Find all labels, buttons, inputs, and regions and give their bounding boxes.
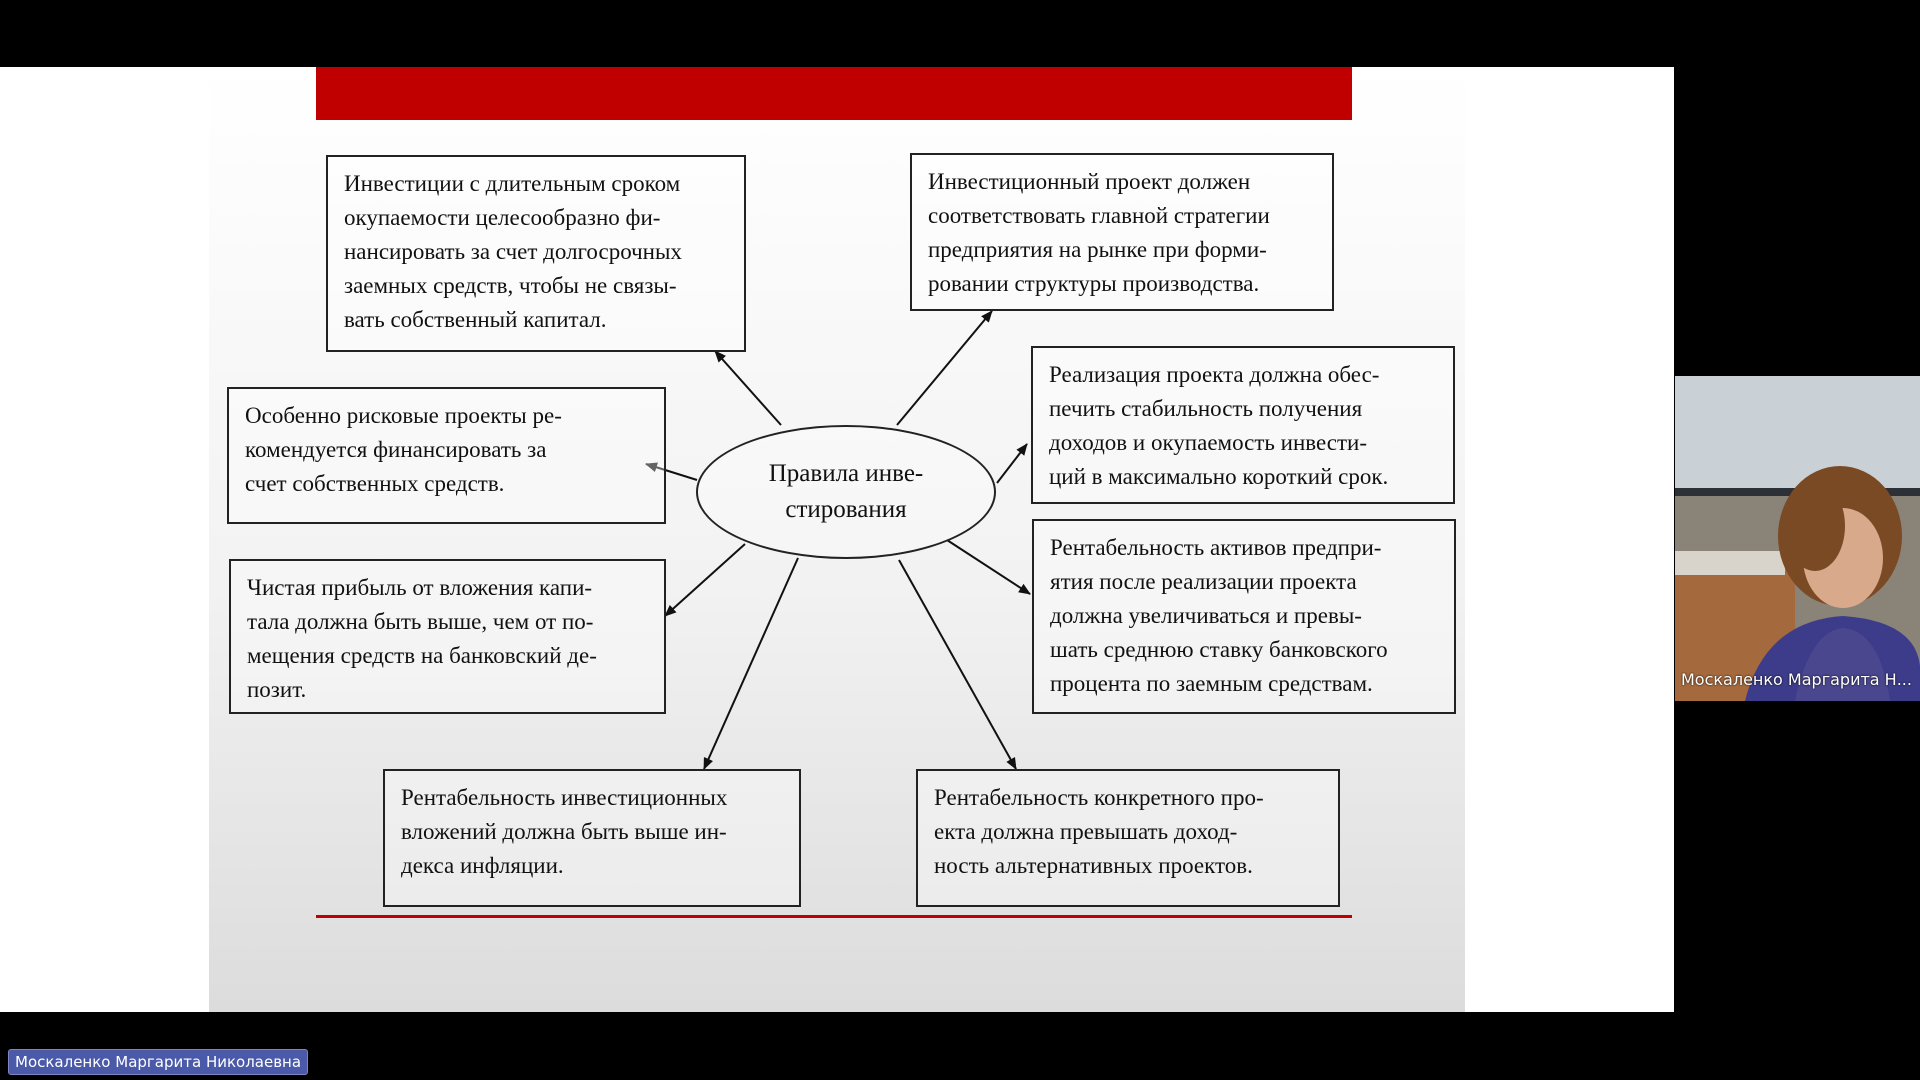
rule-box-stability: Реализация проекта должна обес- печить стабильность получения доходов и окупаемость инвести- ций в максимально короткий срок. [1031, 346, 1455, 504]
participant-video-image [1675, 376, 1920, 701]
active-speaker-label: Москаленко Маргарита Николаевна [8, 1049, 308, 1075]
arrow-to-alternative [899, 560, 1016, 769]
center-concept-ellipse [696, 425, 996, 559]
arrow-to-asset-return [947, 540, 1030, 594]
rule-box-asset-return: Рентабельность активов предпри- ятия после реализации проекта должна увеличиваться и превы- шать среднюю ставку банковского процента по заемным средствам. [1032, 519, 1456, 714]
arrow-to-long-term [715, 351, 781, 425]
rule-box-inflation: Рентабельность инвестиционных вложений должна быть выше ин- декса инфляции. [383, 769, 801, 907]
rule-box-risky: Особенно рисковые проекты ре- комендуется финансировать за счет собственных средств. [227, 387, 666, 524]
participant-video-tile[interactable] [1675, 376, 1920, 701]
arrow-to-inflation [704, 558, 798, 769]
rule-box-net-profit: Чистая прибыль от вложения капи- тала должна быть выше, чем от по- мещения средств на банковский де- позит. [229, 559, 666, 714]
rule-box-long-term: Инвестиции с длительным сроком окупаемости целесообразно фи- нансировать за счет долгосрочных заемных средств, чтобы не связы- вать собственный капитал. [326, 155, 746, 352]
center-concept-label: Правила инве- стирования [768, 460, 924, 523]
rule-box-alternative: Рентабельность конкретного про- екта должна превышать доход- ность альтернативных проектов. [916, 769, 1340, 907]
arrow-to-net-profit [665, 544, 745, 616]
rule-box-strategy: Инвестиционный проект должен соответствовать главной стратегии предприятия на рынке при форми- ровании структуры производства. [910, 153, 1334, 311]
arrow-to-stability [997, 444, 1027, 483]
arrow-to-strategy [897, 311, 992, 425]
screen-share-area [0, 67, 1674, 1012]
slide-bottom-rule [316, 915, 1352, 918]
presentation-slide [209, 67, 1465, 1012]
participant-name-label: Москаленко Маргарита Н... [1681, 670, 1912, 689]
